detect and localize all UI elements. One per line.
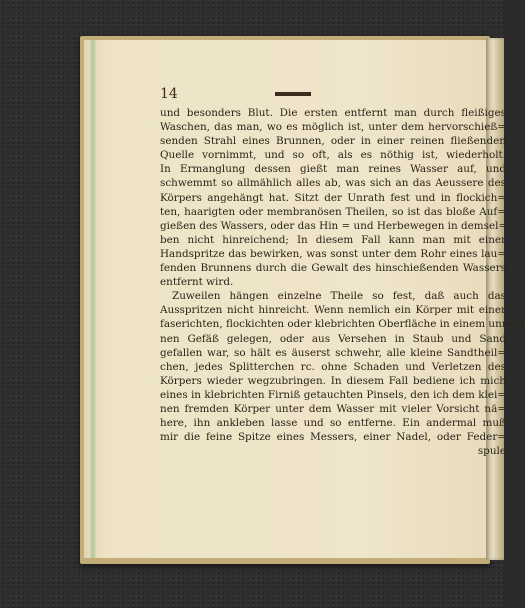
text-line: Körpers wieder wegzubringen. In diesem Fall bediene ich mich: [160, 374, 506, 387]
text-line: faserichten, flockichten oder klebrichten Oberfläche in einem unrei=: [160, 318, 525, 331]
text-line: Quelle vornimmt, und so oft, als es nöthig ist, wiederholt.: [160, 149, 506, 162]
text-line: mir die feine Spitze eines Messers, einer Nadel, oder Feder=: [160, 431, 506, 444]
text-line: here, ihn ankleben lasse und so entferne. Ein andermal muß: [160, 417, 506, 430]
text-line: Ausspritzen nicht hinreicht. Wenn nemlich ein Körper mit einer: [160, 304, 506, 317]
text-line: Körpers angehängt hat. Sitzt der Unrath fest und in flockich=: [160, 191, 506, 204]
text-line: nen Gefäß gelegen, oder aus Versehen in Staub und Sand: [160, 332, 506, 345]
text-line: ben nicht hinreichend; In diesem Fall kann man mit einer: [160, 233, 506, 246]
text-line: Waschen, das man, wo es möglich ist, unter dem hervorschieß=: [160, 121, 506, 134]
text-line: und besonders Blut. Die ersten entfernt man durch fleißiges: [160, 107, 506, 119]
text-line: entfernt wird.: [160, 276, 234, 289]
text-line: In Ermanglung dessen gießt man reines Wasser auf, und: [160, 163, 506, 176]
text-line: eines in klebrichten Firniß getauchten Pinsels, den ich dem klei=: [160, 388, 506, 401]
text-line: Handspritze das bewirken, was sonst unter dem Rohr eines lau=: [160, 247, 506, 260]
book-page: [84, 40, 525, 558]
text-line: nen fremden Körper unter dem Wasser mit vieler Vorsicht nä=: [160, 402, 506, 415]
body-text: [160, 106, 525, 458]
text-line: gefallen war, so hält es äuserst schwehr, alle kleine Sandtheil=: [160, 346, 506, 359]
binding-margin-strip: [90, 40, 96, 558]
text-line: chen, jedes Splitterchen rc. ohne Schaden und Verletzen des: [160, 360, 506, 373]
text-line: gießen des Wassers, oder das Hin = und Herbewegen in demsel=: [160, 219, 508, 232]
text-line: Zuweilen hängen einzelne Theile so fest, daß auch das: [172, 290, 506, 303]
page-number: 14: [160, 86, 178, 102]
header-rule: [275, 92, 311, 96]
catchword: spule: [477, 445, 506, 458]
text-line: schwemmt so allmählich alles ab, was sich an das Aeussere des: [160, 177, 506, 190]
text-line: ten, haarigten oder membranösen Theilen, so ist das bloße Auf=: [160, 205, 506, 218]
text-line: fenden Brunnens durch die Gewalt des hinschießenden Wassers: [160, 262, 506, 275]
text-line: senden Strahl eines Brunnen, oder in einer reinen fließenden: [160, 135, 506, 148]
